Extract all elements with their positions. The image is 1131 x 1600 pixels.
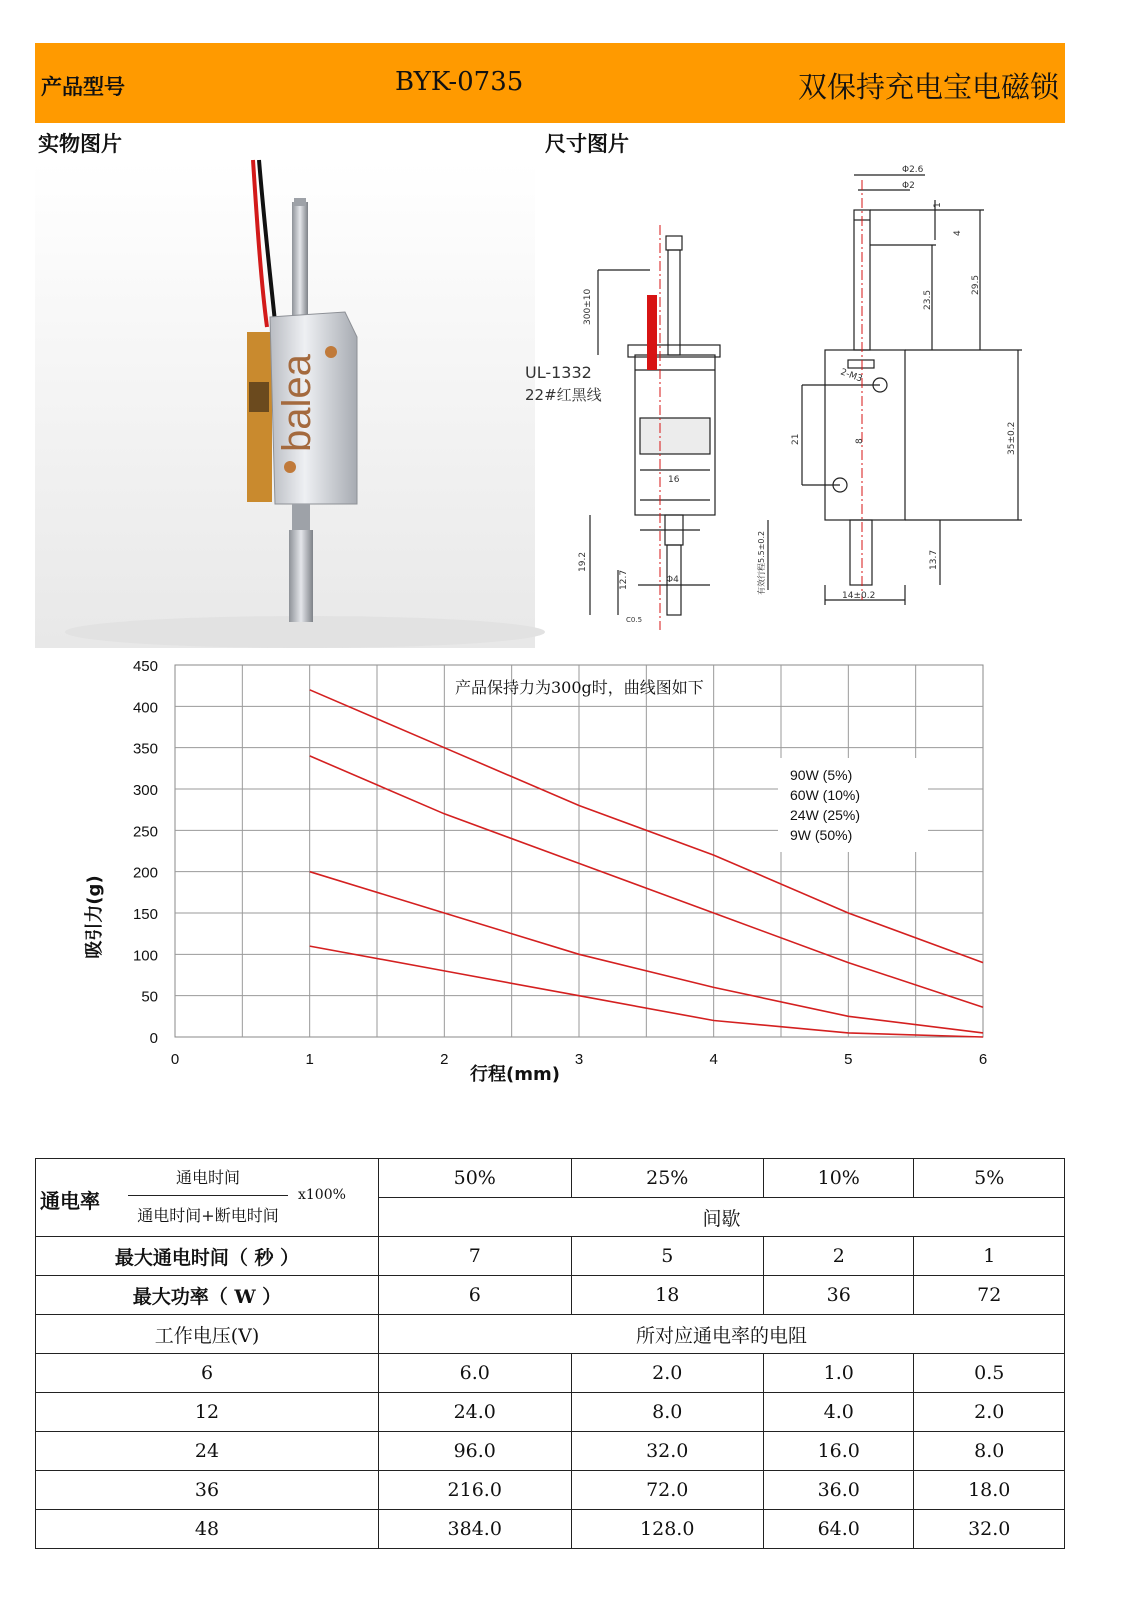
brand-logo: balea — [275, 354, 319, 452]
resistance-value: 24.0 — [379, 1393, 572, 1432]
voltage-value: 24 — [36, 1432, 379, 1471]
photo-section-title: 实物图片 — [38, 131, 122, 156]
dim-pin-outer: Φ2.6 — [902, 165, 924, 175]
y-tick-label: 450 — [132, 658, 158, 675]
max-on-time-label: 最大通电时间（ 秒 ） — [36, 1237, 379, 1276]
table-row — [36, 1510, 1065, 1549]
resistance-value: 128.0 — [571, 1510, 764, 1549]
resistance-value: 96.0 — [379, 1432, 572, 1471]
max-on-time: 2 — [764, 1237, 914, 1276]
table-row — [36, 1237, 1065, 1276]
resistance-value: 64.0 — [764, 1510, 914, 1549]
table-row — [36, 1432, 1065, 1471]
table-row — [36, 1354, 1065, 1393]
resistance-value: 18.0 — [914, 1471, 1065, 1510]
wire-desc: 22#红黑线 — [525, 386, 602, 404]
product-photo — [35, 162, 535, 648]
dim-chamfer: C0.5 — [626, 616, 643, 624]
legend-item: 90W (5%) — [790, 767, 853, 783]
model-label: 产品型号 — [41, 74, 125, 99]
spec-table — [35, 1158, 1065, 1549]
resistance-value: 8.0 — [914, 1432, 1065, 1471]
x-tick-label: 5 — [844, 1051, 853, 1068]
dim-body-height: 35±0.2 — [1007, 421, 1017, 455]
y-tick-label: 0 — [149, 1030, 158, 1047]
x-tick-label: 0 — [170, 1051, 180, 1068]
resistance-value: 16.0 — [764, 1432, 914, 1471]
y-tick-label: 150 — [132, 906, 158, 923]
max-on-time: 1 — [914, 1237, 1065, 1276]
model-number: BYK-0735 — [395, 67, 524, 97]
chart-title: 产品保持力为300g时，曲线图如下 — [455, 678, 704, 697]
legend-item: 60W (10%) — [790, 787, 861, 803]
max-power-label: 最大功率（ W ） — [36, 1276, 379, 1315]
resistance-value: 72.0 — [571, 1471, 764, 1510]
resistance-value: 2.0 — [914, 1393, 1065, 1432]
dim-groove-gap: 4 — [953, 230, 963, 236]
max-power: 36 — [764, 1276, 914, 1315]
voltage-value: 6 — [36, 1354, 379, 1393]
duty-cell — [36, 1159, 379, 1237]
dim-lead: 300±10 — [583, 288, 593, 325]
max-on-time: 7 — [379, 1237, 572, 1276]
resistance-value: 6.0 — [379, 1354, 572, 1393]
y-tick-label: 350 — [132, 740, 158, 758]
dim-effective-stroke: 有效行程5.5±0.2 — [757, 530, 766, 595]
duty-numerator: 通电时间 — [175, 1167, 240, 1187]
max-power: 6 — [379, 1276, 572, 1315]
x-tick-label: 1 — [305, 1051, 314, 1068]
y-tick-label: 400 — [132, 699, 158, 717]
force-stroke-chart — [70, 658, 1070, 1117]
resistance-value: 216.0 — [379, 1471, 572, 1510]
y-axis-label: 吸引力(g) — [84, 875, 105, 959]
duty-denominator: 通电时间+断电时间 — [137, 1205, 279, 1225]
resistance-value: 8.0 — [571, 1393, 764, 1432]
dim-screw: 2-M3 — [838, 367, 864, 385]
duty-value: 10% — [764, 1159, 914, 1198]
legend-item: 24W (25%) — [790, 807, 861, 823]
dim-pin-b: 29.5 — [971, 274, 981, 295]
legend-item: 9W (50%) — [790, 827, 853, 843]
x-tick-label: 3 — [574, 1051, 584, 1068]
dim-hole-offset: 8 — [855, 438, 865, 444]
mode-cell: 间歇 — [379, 1198, 1065, 1237]
dim-plunger-dia: Φ4 — [666, 575, 679, 585]
y-tick-label: 50 — [141, 988, 158, 1006]
fraction-bar — [128, 1195, 288, 1196]
resistance-value: 32.0 — [914, 1510, 1065, 1549]
resistance-value: 32.0 — [571, 1432, 764, 1471]
dim-pin-inner: Φ2 — [902, 181, 915, 191]
y-tick-label: 250 — [132, 823, 158, 841]
voltage-value: 12 — [36, 1393, 379, 1432]
dim-stroke-height: 19.2 — [578, 551, 588, 572]
max-power: 72 — [914, 1276, 1065, 1315]
resistance-value: 2.0 — [571, 1354, 764, 1393]
y-tick-label: 300 — [132, 782, 158, 799]
product-name: 双保持充电宝电磁锁 — [797, 70, 1059, 104]
dim-plunger-len: 13.7 — [929, 549, 939, 570]
x-axis-label: 行程(mm) — [470, 1064, 560, 1085]
resistance-value: 0.5 — [914, 1354, 1065, 1393]
dim-body-width: 14±0.2 — [842, 591, 876, 601]
dim-width: 16 — [668, 475, 680, 485]
max-on-time: 5 — [571, 1237, 764, 1276]
wire-type: UL-1332 — [525, 363, 592, 382]
resistance-value: 36.0 — [764, 1471, 914, 1510]
duty-label: 通电率 — [40, 1188, 100, 1213]
dimension-drawing — [525, 160, 1065, 650]
x-tick-label: 2 — [440, 1051, 449, 1068]
voltage-value: 36 — [36, 1471, 379, 1510]
table-row — [36, 1315, 1065, 1354]
max-power: 18 — [571, 1276, 764, 1315]
dim-hole-spacing: 21 — [791, 433, 801, 445]
duty-value: 50% — [379, 1159, 572, 1198]
dim-pin-a: 23.5 — [923, 289, 933, 310]
table-row — [36, 1393, 1065, 1432]
duty-value: 25% — [571, 1159, 764, 1198]
dim-plunger-length: 12.7 — [619, 569, 629, 590]
duty-value: 5% — [914, 1159, 1065, 1198]
x-tick-label: 6 — [978, 1051, 988, 1068]
duty-multiplier: x100% — [298, 1186, 346, 1203]
resistance-value: 4.0 — [764, 1393, 914, 1432]
y-tick-label: 100 — [132, 947, 158, 965]
voltage-label: 工作电压(V) — [36, 1315, 379, 1354]
dimension-section-title: 尺寸图片 — [545, 131, 629, 156]
resistance-value: 1.0 — [764, 1354, 914, 1393]
x-tick-label: 4 — [709, 1051, 718, 1068]
table-row — [36, 1471, 1065, 1510]
header-bar — [35, 43, 1065, 123]
dim-groove: 1 — [933, 202, 943, 208]
resistance-value: 384.0 — [379, 1510, 572, 1549]
resistance-label: 所对应通电率的电阻 — [379, 1315, 1065, 1354]
table-row — [36, 1276, 1065, 1315]
table-row — [36, 1159, 1065, 1198]
voltage-value: 48 — [36, 1510, 379, 1549]
y-tick-label: 200 — [132, 864, 158, 882]
